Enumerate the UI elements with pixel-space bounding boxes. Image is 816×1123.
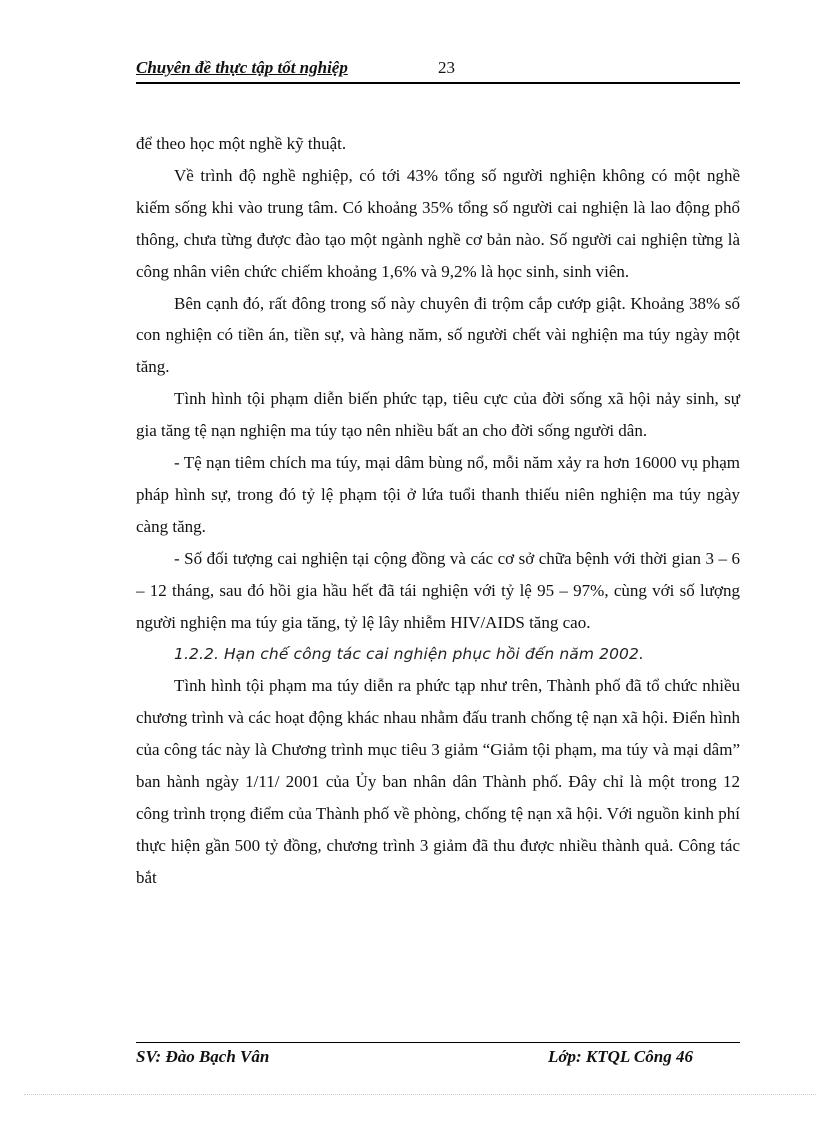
header-title: Chuyên đề thực tập tốt nghiệp [136, 58, 348, 77]
page-footer [136, 1042, 740, 1073]
page-header [136, 56, 740, 84]
paragraph-continuation: để theo học một nghề kỹ thuật. [136, 134, 347, 153]
footer-student: SV: Đào Bạch Vân [136, 1047, 270, 1066]
paragraph: Tình hình tội phạm diễn biến phức tạp, tiêu cực của đời sống xã hội nảy sinh, sự gia tăng tệ nạn nghiện ma túy tạo nên nhiều bất an cho đời sống người dân. [136, 389, 740, 441]
paragraph: Về trình độ nghề nghiệp, có tới 43% tổng số người nghiện không có một nghề kiếm sống khi vào trung tâm. Có khoảng 35% tổng số người cai nghiện là lao động phổ thông, chưa từng được đào tạo một ngành nghề cơ bản nào. Số người cai nghiện từng là công nhân viên chức chiếm khoảng 1,6% và 9,2% là học sinh, sinh viên. [136, 165, 740, 281]
paragraph: Bên cạnh đó, rất đông trong số này chuyên đi trộm cắp cướp giật. Khoảng 38% số con nghiện có tiền án, tiền sự, và hàng năm, số người chết vài nghiện ma túy ngày một tăng. [136, 293, 740, 377]
page-number: 23 [438, 58, 455, 77]
footer-class: Lớp: KTQL Công 46 [548, 1047, 693, 1066]
page-edge-divider [24, 1094, 816, 1095]
section-heading: 1.2.2. Hạn chế công tác cai nghiện phục hồi đến năm 2002. [174, 644, 644, 663]
body-text [136, 128, 740, 894]
bullet-paragraph: - Tệ nạn tiêm chích ma túy, mại dâm bùng nổ, mỗi năm xảy ra hơn 16000 vụ phạm pháp hình sự, trong đó tỷ lệ phạm tội ở lứa tuổi thanh thiếu niên nghiện ma túy ngày càng tăng. [136, 453, 740, 536]
bullet-paragraph: - Số đối tượng cai nghiện tại cộng đồng và các cơ sở chữa bệnh với thời gian 3 – 6 – 12 tháng, sau đó hồi gia hầu hết đã tái nghiện với tỷ lệ 95 – 97%, cùng với số lượng người nghiện ma túy gia tăng, tỷ lệ lây nhiễm HIV/AIDS tăng cao. [136, 548, 740, 632]
paragraph: Tình hình tội phạm ma túy diễn ra phức tạp như trên, Thành phố đã tổ chức nhiều chương trình và các hoạt động khác nhau nhằm đấu tranh chống tệ nạn xã hội. Điển hình của công tác này là Chương trình mục tiêu 3 giảm “Giảm tội phạm, ma túy và mại dâm” ban hành ngày 1/11/ 2001 của Ủy ban nhân dân Thành phố. Đây chỉ là một trong 12 công trình trọng điểm của Thành phố về phòng, chống tệ nạn xã hội. Với nguồn kinh phí thực hiện gần 500 tỷ đồng, chương trình 3 giảm đã thu được nhiều thành quả. Công tác bắt [136, 676, 740, 887]
